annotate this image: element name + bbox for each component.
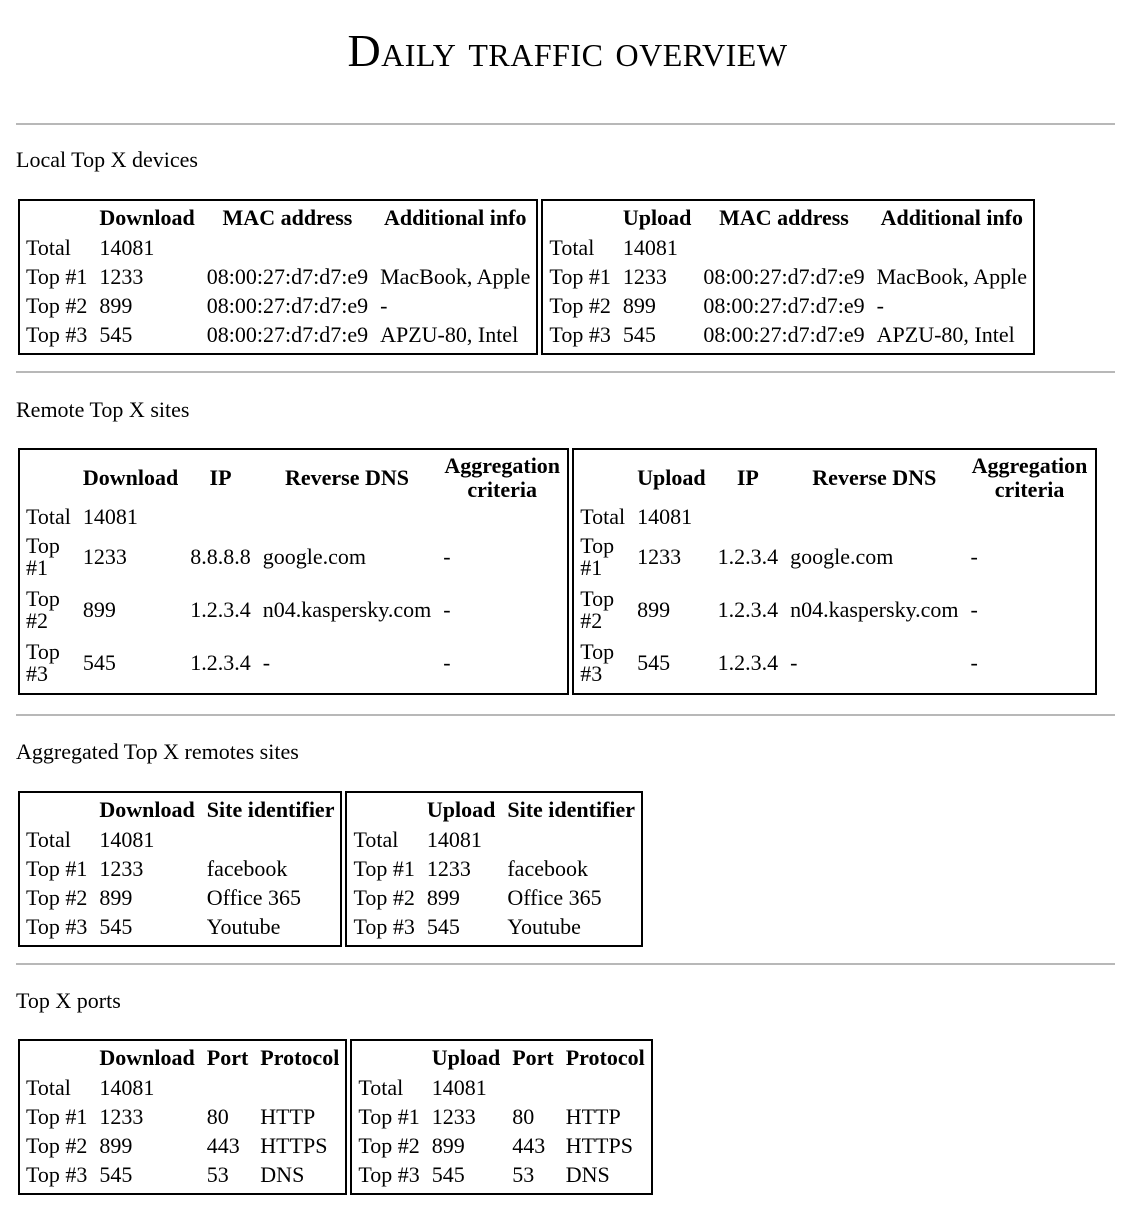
- table-cell: 08:00:27:d7:d7:e9: [206, 292, 369, 318]
- table-cell: 1.2.3.4: [717, 649, 779, 675]
- table-cell: -: [970, 596, 978, 622]
- table-cell: -: [380, 292, 388, 318]
- table-header-row: [347, 793, 641, 825]
- table-cell: 80: [512, 1103, 535, 1129]
- table-cell: 1233: [99, 263, 144, 289]
- table-cell: 80: [206, 1103, 229, 1129]
- table-cell: DNS: [260, 1161, 305, 1187]
- table-cell: 899: [622, 292, 656, 318]
- row-label: Total: [26, 504, 71, 529]
- row-label: Top #2: [26, 1132, 88, 1158]
- table-cell: 899: [431, 1132, 465, 1158]
- table-cell: [506, 1073, 560, 1102]
- row-label: Top #3: [353, 913, 415, 939]
- table-row: [347, 883, 641, 912]
- divider: [16, 123, 1115, 125]
- column-header: Upload: [426, 797, 496, 822]
- table-cell: 1.2.3.4: [190, 649, 251, 675]
- table-cell: [965, 504, 1095, 530]
- column-header: Reverse DNS: [284, 465, 409, 490]
- row-label: Total: [353, 826, 399, 852]
- table-row: [20, 530, 567, 583]
- table-cell: APZU-80, Intel: [876, 321, 1015, 347]
- table-cell: n04.kaspersky.com: [262, 596, 432, 622]
- table-cell: 08:00:27:d7:d7:e9: [206, 263, 369, 289]
- table-cell: facebook: [206, 855, 288, 881]
- column-header: MAC address: [222, 205, 353, 230]
- table-row: [20, 504, 567, 530]
- row-label: Top #1: [580, 532, 615, 580]
- column-header: Port: [512, 1045, 554, 1070]
- table-cell: 443: [512, 1132, 546, 1158]
- local-download-table: [18, 199, 538, 355]
- column-header: Additional info: [880, 205, 1024, 230]
- row-label: Top #2: [580, 585, 615, 633]
- table-cell: [784, 504, 964, 530]
- column-header: MAC address: [719, 205, 849, 230]
- table-row: [20, 883, 340, 912]
- table-cell: google.com: [790, 543, 894, 569]
- table-cell: HTTP: [565, 1103, 621, 1129]
- table-row: [20, 636, 567, 693]
- remote-download-table: [18, 448, 569, 695]
- table-cell: Office 365: [507, 884, 602, 910]
- table-row: [347, 825, 641, 854]
- table-cell: n04.kaspersky.com: [790, 596, 959, 622]
- column-header: Upload: [431, 1045, 501, 1070]
- table-row: [574, 636, 1094, 693]
- table-cell: 545: [431, 1161, 465, 1187]
- table-cell: 545: [637, 649, 671, 675]
- table-row: [574, 583, 1094, 636]
- table-cell: Office 365: [206, 884, 302, 910]
- table-cell: 53: [512, 1161, 535, 1187]
- column-header: [20, 793, 93, 825]
- column-header: Download: [82, 465, 179, 490]
- ports-upload-table: [350, 1039, 652, 1195]
- table-row: [543, 291, 1033, 320]
- column-header: IP: [209, 465, 232, 490]
- table-cell: 14081: [99, 1074, 155, 1100]
- column-header: [347, 793, 420, 825]
- column-header: Port: [206, 1045, 249, 1070]
- table-row: [352, 1160, 650, 1193]
- row-label: Top #3: [26, 321, 88, 347]
- aggregated-tables: [18, 791, 643, 947]
- table-cell: -: [970, 543, 978, 569]
- aggregated-upload-table: [345, 791, 643, 947]
- table-cell: 1233: [82, 543, 127, 569]
- table-row: [352, 1073, 650, 1102]
- table-cell: [201, 825, 341, 854]
- table-row: [574, 530, 1094, 583]
- table-cell: 899: [99, 292, 133, 318]
- table-row: [20, 912, 340, 945]
- ports-tables: [18, 1039, 653, 1195]
- table-cell: -: [970, 649, 978, 675]
- row-label: Total: [580, 504, 626, 529]
- table-row: [20, 1131, 345, 1160]
- table-cell: google.com: [262, 543, 367, 569]
- local-tables: [18, 199, 1035, 355]
- table-cell: [374, 233, 536, 262]
- column-header: IP: [736, 465, 759, 490]
- table-cell: 899: [426, 884, 460, 910]
- column-header: Aggregation criteria: [971, 453, 1088, 502]
- column-header: [20, 201, 93, 233]
- row-label: Top #3: [549, 321, 611, 347]
- table-row: [347, 854, 641, 883]
- row-label: Total: [26, 1074, 71, 1100]
- remote-tables: [18, 448, 1097, 695]
- table-cell: 545: [99, 321, 133, 347]
- table-cell: 08:00:27:d7:d7:e9: [703, 263, 865, 289]
- table-cell: -: [443, 596, 451, 622]
- table-cell: HTTP: [260, 1103, 316, 1129]
- table-cell: 443: [206, 1132, 240, 1158]
- table-cell: 899: [82, 596, 116, 622]
- table-cell: 1233: [431, 1103, 476, 1129]
- table-cell: MacBook, Apple: [380, 263, 531, 289]
- table-cell: 1.2.3.4: [717, 543, 779, 569]
- table-header-row: [574, 450, 1094, 504]
- table-cell: MacBook, Apple: [876, 263, 1027, 289]
- table-cell: HTTPS: [260, 1132, 328, 1158]
- table-cell: 899: [99, 1132, 133, 1158]
- remote-upload-table: [572, 448, 1096, 695]
- row-label: Top #2: [549, 292, 611, 318]
- table-row: [20, 291, 536, 320]
- table-cell: 08:00:27:d7:d7:e9: [206, 321, 369, 347]
- table-cell: 14081: [99, 826, 155, 852]
- table-cell: facebook: [507, 855, 588, 881]
- table-cell: 53: [206, 1161, 229, 1187]
- table-cell: 1.2.3.4: [717, 596, 779, 622]
- row-label: Top #3: [580, 638, 615, 686]
- table-cell: 14081: [82, 504, 138, 529]
- table-cell: 08:00:27:d7:d7:e9: [703, 292, 865, 318]
- table-cell: [201, 1073, 255, 1102]
- section-heading-ports: Top X ports: [16, 988, 121, 1013]
- table-cell: 8.8.8.8: [190, 543, 251, 569]
- page-title: Daily traffic overview: [347, 25, 788, 76]
- table-cell: 545: [82, 649, 116, 675]
- table-cell: [257, 504, 437, 530]
- column-header: Site identifier: [507, 797, 636, 822]
- table-cell: [201, 233, 374, 262]
- row-label: Top #1: [549, 263, 611, 289]
- column-header: Aggregation criteria: [444, 453, 561, 502]
- table-row: [543, 320, 1033, 353]
- table-row: [574, 504, 1094, 530]
- table-cell: 14081: [637, 504, 693, 529]
- table-cell: 08:00:27:d7:d7:e9: [703, 321, 865, 347]
- section-heading-remote: Remote Top X sites: [16, 397, 190, 422]
- table-cell: 14081: [431, 1074, 487, 1100]
- table-cell: 899: [637, 596, 671, 622]
- column-header: Protocol: [260, 1045, 340, 1070]
- table-cell: [254, 1073, 345, 1102]
- column-header: Download: [99, 1045, 195, 1070]
- table-cell: 1233: [99, 855, 144, 881]
- table-header-row: [20, 450, 567, 504]
- table-cell: -: [443, 543, 451, 569]
- table-cell: -: [262, 649, 271, 675]
- column-header: Site identifier: [206, 797, 335, 822]
- table-cell: 545: [426, 913, 460, 939]
- table-cell: 14081: [99, 234, 155, 260]
- table-cell: Youtube: [206, 913, 281, 939]
- table-header-row: [20, 1041, 345, 1073]
- row-label: Top #1: [26, 263, 88, 289]
- row-label: Total: [26, 234, 71, 260]
- table-cell: [437, 504, 567, 530]
- table-row: [20, 854, 340, 883]
- row-label: Top #1: [26, 855, 88, 881]
- section-heading-local: Local Top X devices: [16, 147, 198, 172]
- row-label: Top #1: [358, 1103, 420, 1129]
- column-header: Upload: [622, 205, 692, 230]
- table-cell: 545: [622, 321, 656, 347]
- divider: [16, 371, 1115, 373]
- table-header-row: [352, 1041, 650, 1073]
- table-cell: 1.2.3.4: [190, 596, 251, 622]
- table-cell: [501, 825, 641, 854]
- ports-download-table: [18, 1039, 347, 1195]
- row-label: Total: [549, 234, 595, 260]
- table-cell: [560, 1073, 651, 1102]
- table-row: [543, 233, 1033, 262]
- table-cell: APZU-80, Intel: [380, 321, 519, 347]
- row-label: Top #2: [26, 884, 88, 910]
- table-cell: 14081: [426, 826, 482, 852]
- table-row: [352, 1131, 650, 1160]
- column-header: Additional info: [384, 205, 527, 230]
- table-cell: [697, 233, 870, 262]
- table-row: [20, 1073, 345, 1102]
- column-header: Upload: [637, 465, 706, 490]
- row-label: Top #2: [26, 292, 88, 318]
- table-cell: HTTPS: [565, 1132, 633, 1158]
- row-label: Top #2: [353, 884, 415, 910]
- table-cell: 545: [99, 1161, 133, 1187]
- column-header: [543, 201, 616, 233]
- section-heading-aggregated: Aggregated Top X remotes sites: [16, 739, 299, 764]
- table-cell: Youtube: [507, 913, 581, 939]
- local-upload-table: [541, 199, 1035, 355]
- table-cell: -: [876, 292, 884, 318]
- row-label: Top #3: [26, 638, 60, 686]
- table-row: [20, 262, 536, 291]
- table-row: [352, 1102, 650, 1131]
- table-cell: [184, 504, 257, 530]
- column-header: Protocol: [565, 1045, 645, 1070]
- table-cell: 1233: [622, 263, 667, 289]
- table-row: [20, 1160, 345, 1193]
- column-header: [352, 1041, 425, 1073]
- aggregated-download-table: [18, 791, 342, 947]
- table-cell: DNS: [565, 1161, 610, 1187]
- table-cell: 1233: [99, 1103, 144, 1129]
- column-header: [574, 450, 631, 504]
- table-row: [20, 825, 340, 854]
- row-label: Top #3: [26, 1161, 88, 1187]
- table-header-row: [20, 793, 340, 825]
- column-header: [20, 1041, 93, 1073]
- row-label: Top #2: [358, 1132, 420, 1158]
- row-label: Top #3: [358, 1161, 420, 1187]
- table-cell: -: [790, 649, 798, 675]
- table-row: [347, 912, 641, 945]
- table-cell: 899: [99, 884, 133, 910]
- row-label: Top #1: [353, 855, 415, 881]
- row-label: Top #1: [26, 1103, 88, 1129]
- table-cell: [712, 504, 785, 530]
- column-header: Download: [99, 205, 195, 230]
- table-cell: 1233: [637, 543, 682, 569]
- table-cell: [871, 233, 1033, 262]
- row-label: Top #3: [26, 913, 88, 939]
- column-header: [20, 450, 77, 504]
- table-header-row: [543, 201, 1033, 233]
- table-row: [20, 583, 567, 636]
- table-row: [20, 233, 536, 262]
- table-cell: 1233: [426, 855, 471, 881]
- table-cell: 545: [99, 913, 133, 939]
- table-cell: 14081: [622, 234, 678, 260]
- row-label: Top #2: [26, 585, 60, 633]
- divider: [16, 714, 1115, 716]
- row-label: Top #1: [26, 532, 60, 580]
- column-header: Download: [99, 797, 195, 822]
- table-row: [543, 262, 1033, 291]
- divider: [16, 963, 1115, 965]
- table-header-row: [20, 201, 536, 233]
- table-row: [20, 1102, 345, 1131]
- table-row: [20, 320, 536, 353]
- table-cell: -: [443, 649, 451, 675]
- row-label: Total: [26, 826, 71, 852]
- column-header: Reverse DNS: [812, 465, 937, 490]
- row-label: Total: [358, 1074, 404, 1100]
